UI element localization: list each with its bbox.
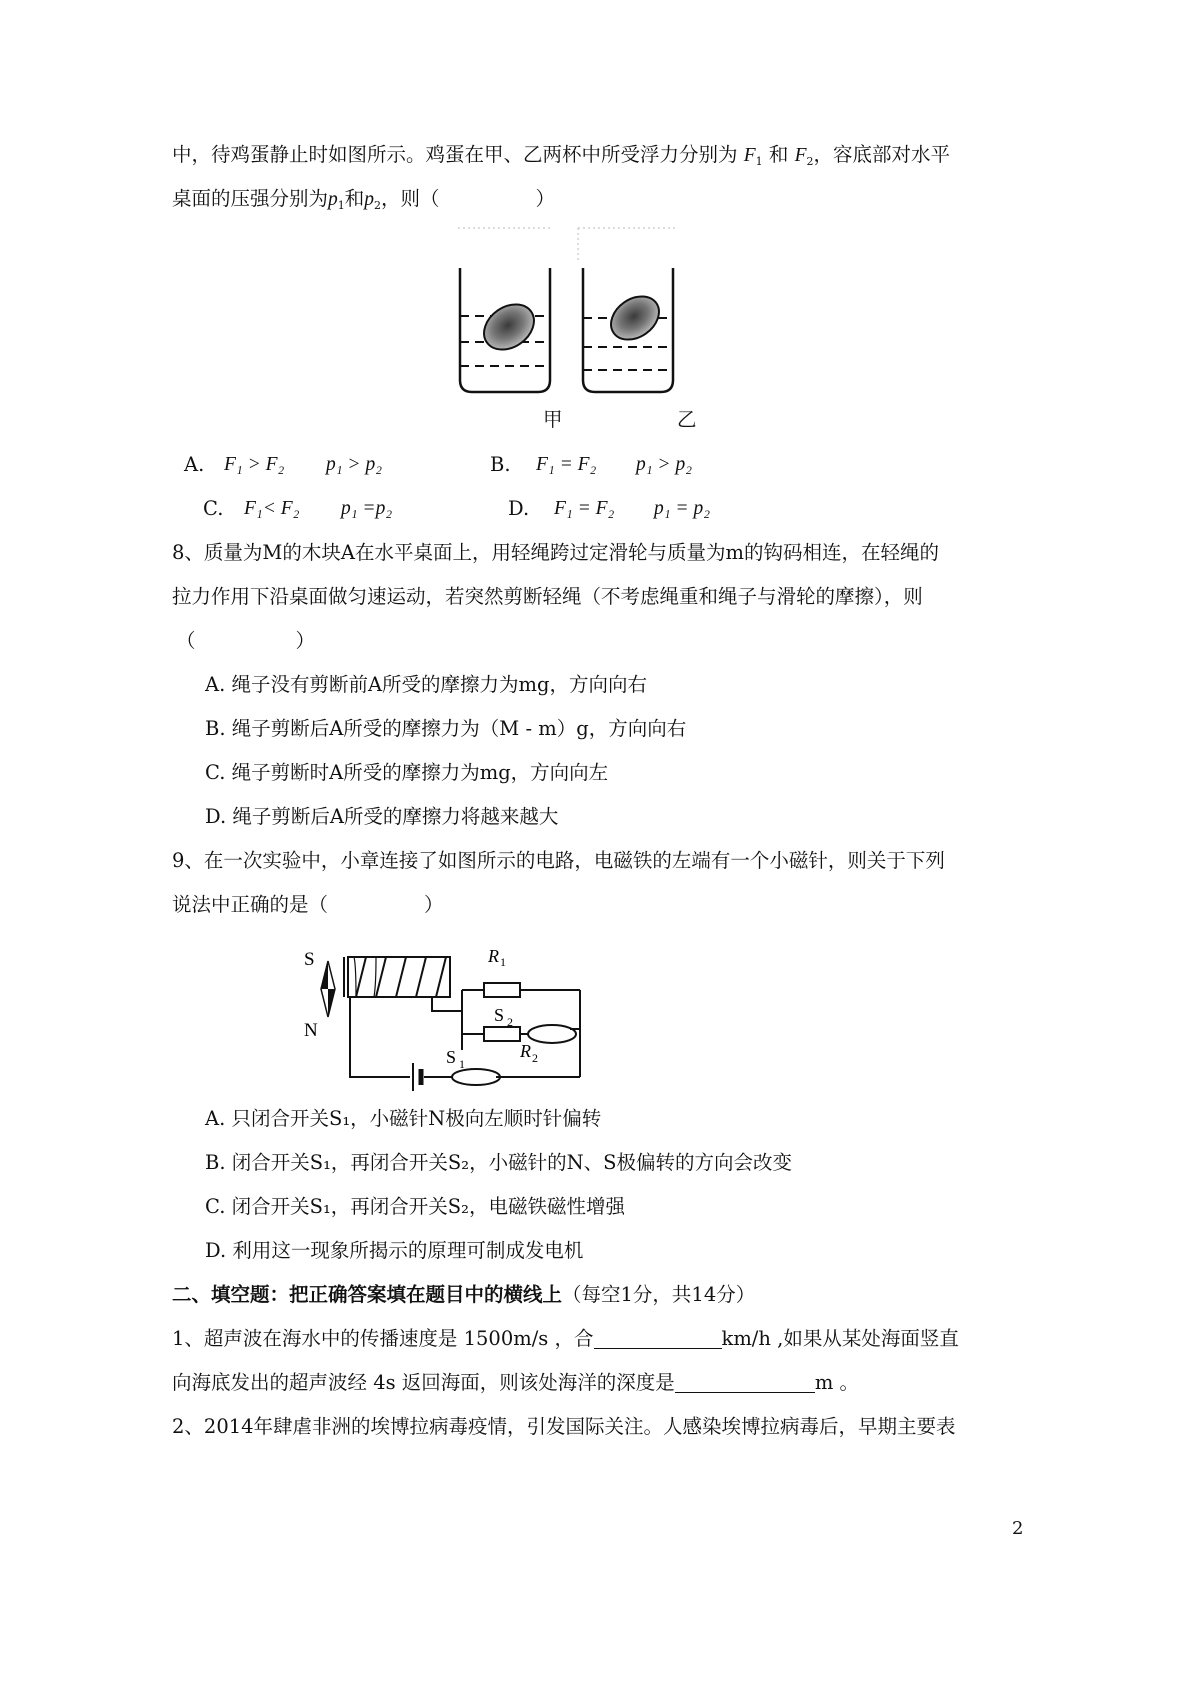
resistor-r1: [484, 983, 520, 997]
circuit-figure: [304, 935, 648, 1110]
q9-line2: 说法中正确的是（ ）: [172, 893, 444, 916]
q8-option-b: B. 绳子剪断后A所受的摩擦力为（M - m）g，方向向右: [205, 717, 687, 740]
egg-yi: [603, 288, 667, 349]
fill1-blank1[interactable]: [594, 1328, 722, 1349]
label-s: S: [304, 949, 315, 970]
svg-text:R: R: [520, 1041, 531, 1061]
cup-label-jia: 甲: [543, 408, 563, 431]
electromagnet-core: [348, 957, 450, 997]
section2-heading: 二、填空题：把正确答案填在题目中的横线上（每空1分，共14分）: [172, 1283, 756, 1306]
q8-option-a: A. 绳子没有剪断前A所受的摩擦力为mg，方向向右: [205, 673, 648, 696]
label-n: N: [304, 1020, 318, 1041]
svg-text:S: S: [446, 1047, 457, 1067]
switch-s1: [452, 1069, 500, 1085]
fill1-line1: 1、超声波在海水中的传播速度是 1500m/s ，合 km/h ,如果从某处海面竖直: [172, 1327, 959, 1350]
egg-jia: [475, 295, 542, 359]
q7-option-a: A. F₁ > F₂ p₁ > p₂: [184, 453, 382, 476]
switch-s2: [528, 1025, 576, 1043]
q7-line1: 中，待鸡蛋静止时如图所示。鸡蛋在甲、乙两杯中所受浮力分别为 $F_1$ 和 $F_2$，容底部对水平: [172, 143, 950, 168]
fill1-line2: 向海底发出的超声波经 4s 返回海面，则该处海洋的深度是 m 。: [172, 1371, 860, 1394]
q8-option-c: C. 绳子剪断时A所受的摩擦力为mg，方向向左: [205, 761, 609, 784]
q8-answer-paren: （ ）: [176, 629, 316, 652]
q9-option-a: A. 只闭合开关S₁，小磁针N极向左顺时针偏转: [205, 1107, 602, 1130]
svg-text:2: 2: [532, 1051, 538, 1065]
fill2-line1: 2、2014年肆虐非洲的埃博拉病毒疫情，引发国际关注。人感染埃博拉病毒后，早期主要表: [172, 1415, 956, 1438]
beakers-figure: [440, 220, 700, 440]
q9-option-b: B. 闭合开关S₁，再闭合开关S₂，小磁针的N、S极偏转的方向会改变: [205, 1151, 792, 1174]
svg-text:1: 1: [459, 1057, 465, 1071]
resistor-r2: [484, 1027, 520, 1041]
cup-label-yi: 乙: [677, 408, 697, 431]
q9-line1: 9、在一次实验中，小章连接了如图所示的电路，电磁铁的左端有一个小磁针，则关于下列: [172, 849, 945, 872]
page-number: 2: [1012, 1518, 1024, 1539]
q8-option-d: D. 绳子剪断后A所受的摩擦力将越来越大: [205, 805, 559, 828]
svg-text:R: R: [488, 946, 499, 966]
svg-text:2: 2: [507, 1015, 513, 1029]
svg-text:S: S: [494, 1005, 505, 1025]
q7-option-d: D. F₁ = F₂ p₁ = p₂: [508, 497, 710, 520]
q9-option-d: D. 利用这一现象所揭示的原理可制成发电机: [205, 1239, 584, 1262]
q8-line1: 8、质量为M的木块A在水平桌面上，用轻绳跨过定滑轮与质量为m的钩码相连，在轻绳的: [172, 541, 939, 564]
fill1-blank2[interactable]: [675, 1372, 815, 1393]
q7-line2: 桌面的压强分别为$p_1$和$p_2$，则（ ）: [172, 187, 556, 212]
q7-option-b: B. F₁ = F₂ p₁ > p₂: [490, 453, 692, 476]
q7-option-c: C. F₁< F₂ p₁ =p₂: [203, 497, 393, 520]
q9-option-c: C. 闭合开关S₁，再闭合开关S₂，电磁铁磁性增强: [205, 1195, 625, 1218]
q8-line2: 拉力作用下沿桌面做匀速运动，若突然剪断轻绳（不考虑绳重和绳子与滑轮的摩擦），则: [172, 585, 923, 608]
svg-text:1: 1: [500, 955, 506, 969]
